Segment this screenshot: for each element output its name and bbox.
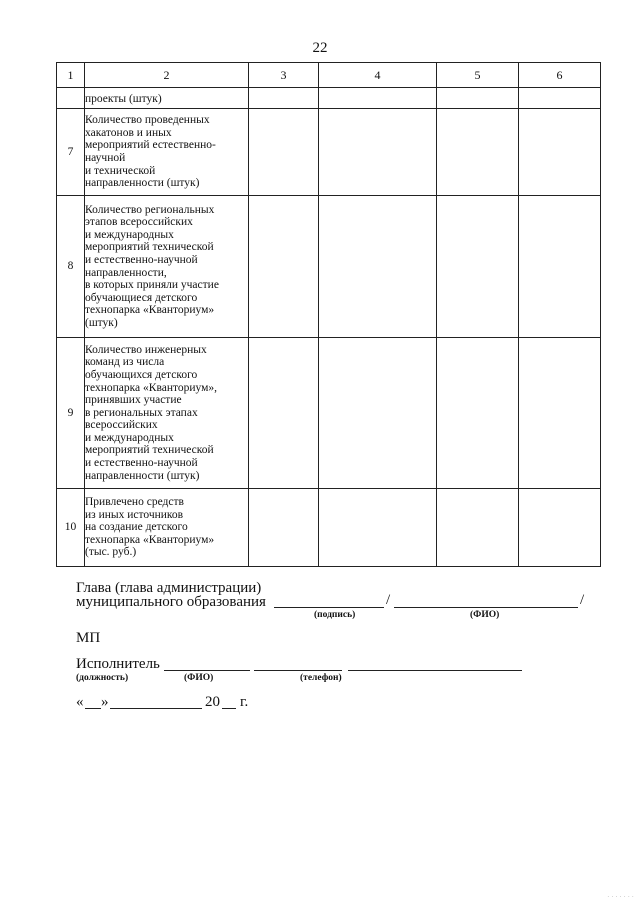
row-number xyxy=(57,88,85,109)
column-header: 1 xyxy=(57,63,85,88)
value-cell xyxy=(319,489,437,567)
scan-artifact: · · · · · · · xyxy=(607,893,634,901)
table-header-row xyxy=(57,63,601,88)
date-month-field[interactable] xyxy=(110,708,202,709)
description-line: в которых приняли участие xyxy=(85,279,219,292)
signature-field[interactable] xyxy=(274,607,384,608)
description-line: и международных xyxy=(85,431,174,444)
fio-caption: (ФИО) xyxy=(470,610,500,620)
row-description xyxy=(85,338,249,489)
value-cell xyxy=(249,196,319,338)
table-row xyxy=(57,196,601,338)
value-cell xyxy=(319,88,437,109)
description-line: обучающихся детского xyxy=(85,368,198,381)
row-description xyxy=(85,196,249,338)
value-cell xyxy=(319,338,437,489)
row-number: 9 xyxy=(57,338,85,489)
date-close-quote: » xyxy=(101,694,109,710)
value-cell xyxy=(249,338,319,489)
value-cell xyxy=(319,109,437,196)
executor-position-field[interactable] xyxy=(164,670,250,671)
page-number: 22 xyxy=(312,40,328,56)
value-cell xyxy=(519,196,601,338)
row-description xyxy=(85,489,249,567)
description-line: направленности, xyxy=(85,266,167,279)
description-line: проекты (штук) xyxy=(85,93,162,106)
value-cell xyxy=(437,88,519,109)
value-cell xyxy=(249,489,319,567)
description-line: принявших участие xyxy=(85,394,182,407)
description-line: из иных источников xyxy=(85,508,184,521)
description-line: и международных xyxy=(85,228,174,241)
value-cell xyxy=(519,88,601,109)
date-year-field[interactable] xyxy=(222,708,236,709)
description-line: Количество проведенных xyxy=(85,114,210,127)
row-description xyxy=(85,109,249,196)
description-line: команд из числа xyxy=(85,356,165,369)
date-year-prefix: 20 xyxy=(205,694,220,710)
head-title-line2: муниципального образования xyxy=(76,594,266,610)
description-line: технопарка «Кванториум» xyxy=(85,533,215,546)
row-number: 10 xyxy=(57,489,85,567)
description-line: направленности (штук) xyxy=(85,177,200,190)
column-header: 5 xyxy=(437,63,519,88)
date-open-quote: « xyxy=(76,694,84,710)
description-line: Количество региональных xyxy=(85,203,215,216)
description-line: этапов всероссийских xyxy=(85,216,193,229)
description-line: мероприятий технической xyxy=(85,241,214,254)
description-line: (тыс. руб.) xyxy=(85,546,137,559)
table-row xyxy=(57,338,601,489)
indicators-table xyxy=(56,62,601,567)
description-line: направленности (штук) xyxy=(85,469,200,482)
fio-field[interactable] xyxy=(394,607,578,608)
description-line: и естественно-научной xyxy=(85,253,198,266)
value-cell xyxy=(519,338,601,489)
value-cell xyxy=(437,109,519,196)
description-line: хакатонов и иных xyxy=(85,126,172,139)
value-cell xyxy=(249,88,319,109)
column-header: 3 xyxy=(249,63,319,88)
head-title-line1: Глава (глава администрации) xyxy=(76,580,262,596)
stamp-label: МП xyxy=(76,630,101,646)
description-line: технопарка «Кванториум», xyxy=(85,381,218,394)
signature-caption: (подпись) xyxy=(314,610,356,620)
description-line: и естественно-научной xyxy=(85,457,198,470)
description-line: технопарка «Кванториум» xyxy=(85,304,215,317)
value-cell xyxy=(437,196,519,338)
row-description xyxy=(85,88,249,109)
description-line: обучающиеся детского xyxy=(85,291,198,304)
value-cell xyxy=(319,196,437,338)
value-cell xyxy=(437,338,519,489)
column-header: 6 xyxy=(519,63,601,88)
table-row xyxy=(57,489,601,567)
description-line: в региональных этапах xyxy=(85,406,198,419)
description-line: и технической xyxy=(85,164,156,177)
column-header: 4 xyxy=(319,63,437,88)
description-line: Количество инженерных xyxy=(85,343,207,356)
description-line: мероприятий технической xyxy=(85,444,214,457)
value-cell xyxy=(249,109,319,196)
value-cell xyxy=(519,109,601,196)
executor-label: Исполнитель xyxy=(76,656,160,672)
row-number: 8 xyxy=(57,196,85,338)
description-line: научной xyxy=(85,152,126,164)
description-line: мероприятий естественно- xyxy=(85,139,216,152)
description-line: на создание детского xyxy=(85,521,188,534)
position-caption: (должность) xyxy=(76,673,129,683)
description-line: всероссийских xyxy=(85,419,158,432)
date-year-suffix: г. xyxy=(240,694,249,710)
date-day-field[interactable] xyxy=(85,708,101,709)
column-header: 2 xyxy=(85,63,249,88)
value-cell xyxy=(437,489,519,567)
value-cell xyxy=(519,489,601,567)
separator-slash: / xyxy=(386,592,391,608)
executor-fio-field[interactable] xyxy=(254,670,342,671)
executor-phone-field[interactable] xyxy=(348,670,522,671)
table-row xyxy=(57,88,601,109)
table-row xyxy=(57,109,601,196)
separator-slash: / xyxy=(580,592,585,608)
executor-fio-caption: (ФИО) xyxy=(184,673,214,683)
row-number: 7 xyxy=(57,109,85,196)
phone-caption: (телефон) xyxy=(300,673,342,683)
description-line: (штук) xyxy=(85,316,118,329)
description-line: Привлечено средств xyxy=(85,496,184,509)
